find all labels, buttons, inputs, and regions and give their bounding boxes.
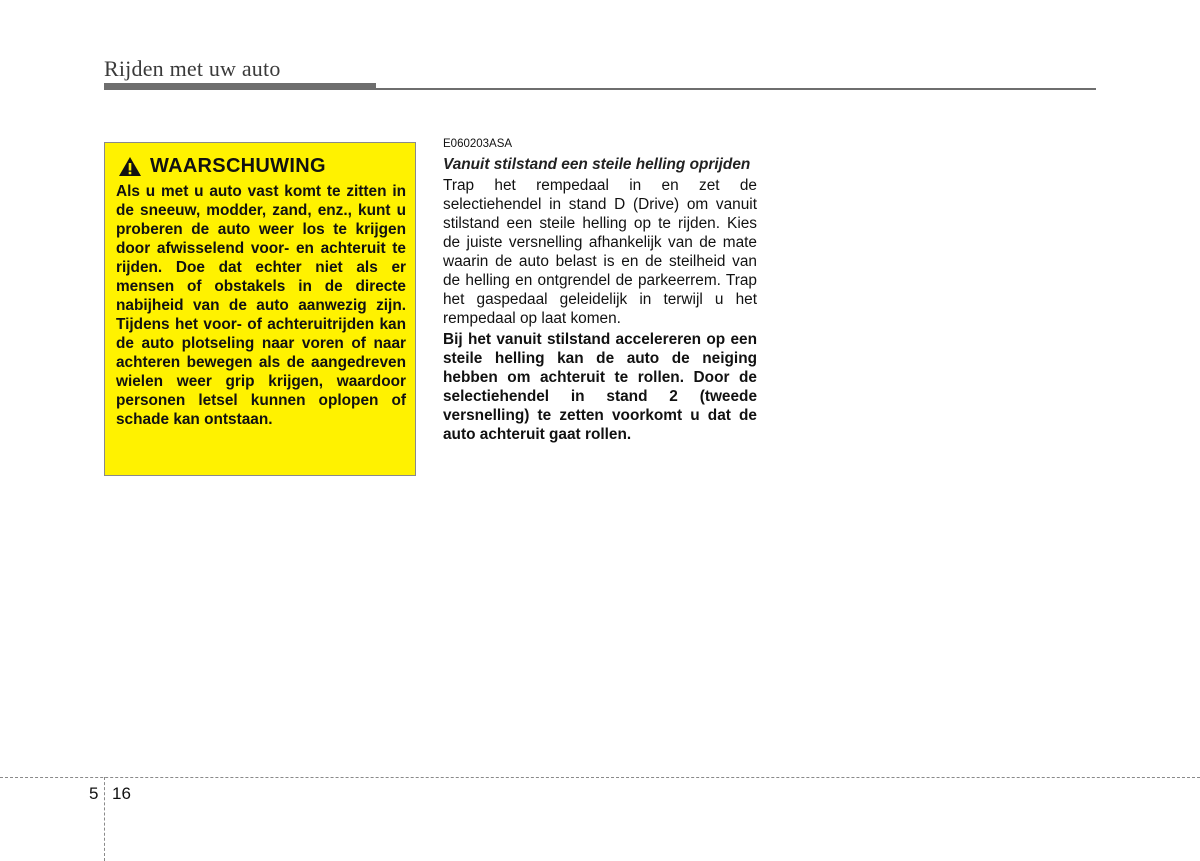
page-header-title: Rijden met uw auto <box>104 56 281 81</box>
chapter-number: 5 <box>89 784 99 803</box>
header-rule-thick <box>104 83 376 90</box>
footer-divider <box>104 777 105 861</box>
instruction-section <box>443 138 757 444</box>
header-rule-thin <box>376 88 1096 90</box>
section-code: E060203ASA <box>443 138 513 150</box>
warning-triangle-icon <box>118 156 142 177</box>
warning-text: Als u met u auto vast komt te zitten in de sneeuw, modder, zand, enz., kunt u proberen de auto weer los te krijgen door afwisselend voor- en achteruit te rijden. Doe dat echter niet als er mensen of obstakels in de directe nabijheid van de auto aanwezig zijn. Tijdens het voor- of achteruitrijden kan de auto plotseling naar voren of naar achteren bewegen als de aangedreven wielen weer grip krijgen, waardoor personen letsel kunnen oplopen of schade kan ontstaan. <box>116 183 406 428</box>
section-paragraph-1: Trap het rempedaal in en zet de selectiehendel in stand D (Drive) om vanuit stilstand een steile helling op te rijden. Kies de juiste versnelling afhankelijk van de mate waarin de auto belast is en de steilheid van de helling en ontgrendel de parkeerrem. Trap het gaspedaal geleidelijk in terwijl u het rempedaal op laat komen. <box>443 177 757 327</box>
section-paragraph-2: Bij het vanuit stilstand accelereren op een steile helling kan de auto de neiging hebben om achteruit te rollen. Door de selectiehendel in stand 2 (tweede versnelling) te zetten voorkomt u dat de auto achteruit gaat rollen. <box>443 331 757 443</box>
warning-title: WAARSCHUWING <box>150 155 326 177</box>
warning-header <box>116 155 406 178</box>
section-heading: Vanuit stilstand een steile helling oprijden <box>443 156 751 173</box>
footer-rule <box>0 777 1200 778</box>
warning-box <box>104 142 416 476</box>
page-number: 16 <box>112 784 131 803</box>
